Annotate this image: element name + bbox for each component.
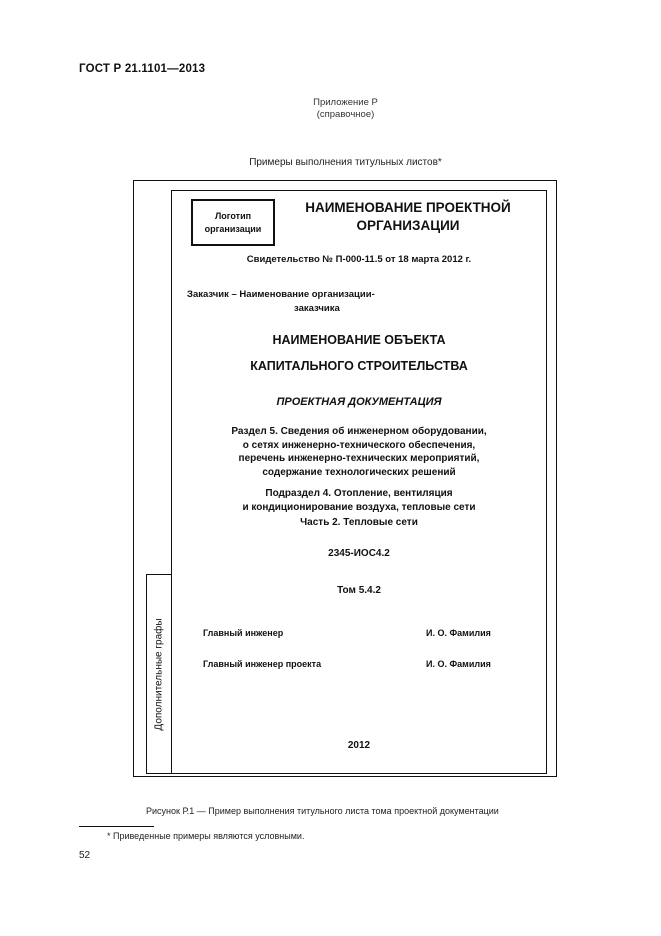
additional-columns-label [146,574,172,774]
logo-line-2: организации [204,223,262,234]
page-number: 52 [79,850,91,861]
volume-number: Том 5.4.2 [337,585,381,596]
section-line: перечень инженерно-технических мероприятий, [238,453,480,464]
organization-name-line-2: ОРГАНИЗАЦИИ [356,218,460,233]
signature-name-chief-engineer: И. О. Фамилия [426,628,491,638]
appendix-note: (справочное) [316,109,375,120]
footnote-divider [79,826,154,827]
section-line: Раздел 5. Сведения об инженерном оборудовании, [231,426,487,437]
section-line: о сетях инженерно-технического обеспечения, [242,439,476,451]
part-title: Часть 2. Тепловые сети [300,517,418,528]
object-name-line-1: НАИМЕНОВАНИЕ ОБЪЕКТА [272,333,446,347]
footnote: * Приведенные примеры являются условными. [107,831,305,841]
subsection-line: Подраздел 4. Отопление, вентиляция [265,488,453,499]
inner-frame [171,190,547,774]
certificate-line: Свидетельство № П-000-11.5 от 18 марта 2012 г. [246,254,472,265]
document-code: 2345-ИОС4.2 [328,548,390,559]
documentation-type: ПРОЕКТНАЯ ДОКУМЕНТАЦИЯ [276,396,442,408]
signature-name-chief-project-engineer: И. О. Фамилия [426,659,491,669]
figure-caption: Рисунок Р.1 — Пример выполнения титульного листа тома проектной документации [146,806,499,816]
subsection-line: и кондиционирование воздуха, тепловые сети [242,501,476,513]
year: 2012 [347,740,371,751]
signature-role-chief-engineer: Главный инженер [203,628,284,638]
customer-line-2: заказчика [294,303,340,314]
section-title [171,425,547,479]
customer-line-1: Заказчик – Наименование организации- [187,289,375,300]
additional-columns-text: Дополнительные графы [153,617,165,731]
subsection-title [171,487,547,514]
logo-placeholder [191,199,275,246]
object-name-line-2: КАПИТАЛЬНОГО СТРОИТЕЛЬСТВА [250,359,468,373]
document-standard-header: ГОСТ Р 21.1101—2013 [79,63,206,75]
appendix-title: Приложение Р [313,97,378,108]
organization-name [282,199,534,235]
organization-name-line-1: НАИМЕНОВАНИЕ ПРОЕКТНОЙ [305,200,511,215]
signature-role-chief-project-engineer: Главный инженер проекта [203,659,322,669]
section-line: содержание технологических решений [262,466,456,478]
logo-line-1: Логотип [214,210,252,221]
examples-heading: Примеры выполнения титульных листов* [249,157,442,168]
